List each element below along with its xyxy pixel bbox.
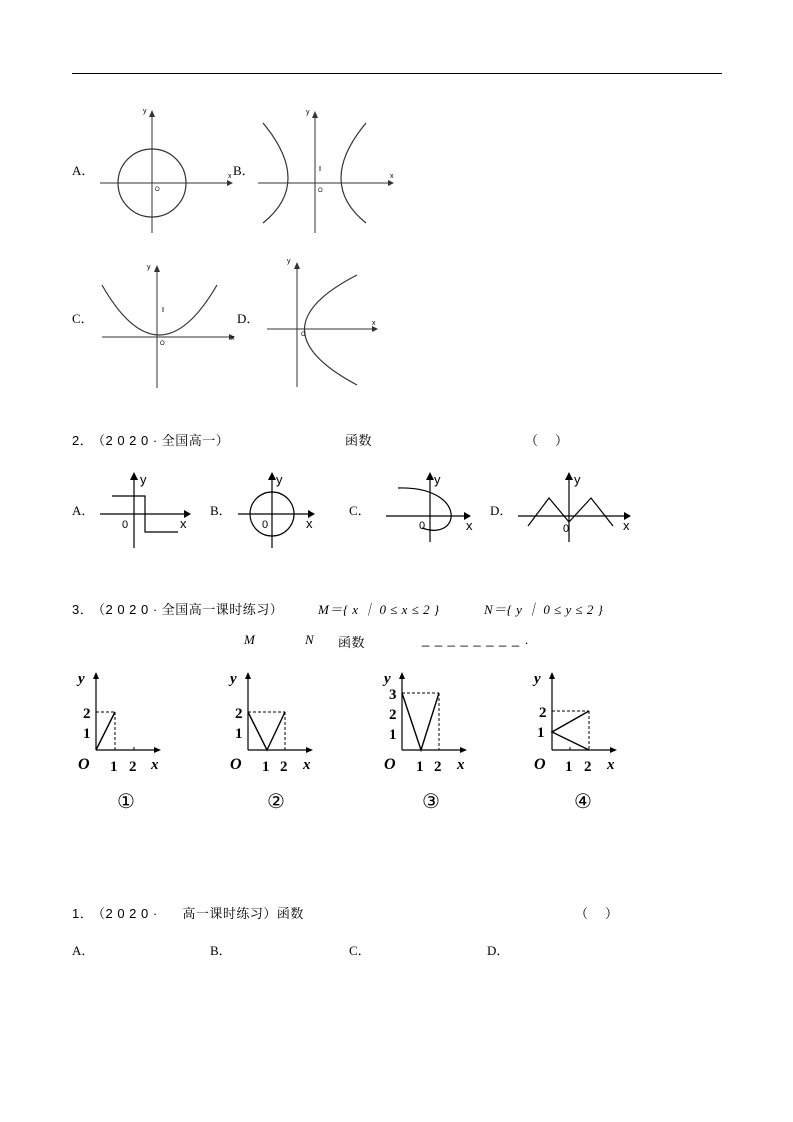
graph-parabola-up	[97, 260, 239, 392]
svg-text:y: y	[434, 472, 441, 487]
svg-text:y: y	[140, 472, 147, 487]
svg-text:y: y	[574, 472, 581, 487]
svg-text:1: 1	[537, 725, 545, 741]
svg-text:O: O	[78, 756, 90, 773]
q3-number: 3．	[72, 602, 94, 617]
svg-text:1: 1	[416, 759, 424, 775]
q1b-option-d-label: D．	[487, 943, 510, 958]
graph-hyperbola	[258, 108, 396, 238]
svg-text:O: O	[384, 756, 396, 773]
q2-graph-circle	[236, 468, 322, 550]
svg-text:x: x	[607, 757, 615, 773]
svg-text:O: O	[318, 188, 323, 194]
graph-circle	[95, 105, 235, 235]
option-c-label: C．	[72, 311, 94, 326]
q2-source: （2 0 2 0 · 全国高一）	[92, 433, 230, 448]
q2-keyword: 函数	[345, 433, 373, 448]
svg-text:2: 2	[434, 759, 442, 775]
q3-answer-blank: _ _ _ _ _ _ _ _ .	[422, 632, 530, 647]
q3-graph-3	[380, 665, 476, 775]
option-d-label: D．	[237, 311, 260, 326]
q1b-option-a-label: A．	[72, 943, 95, 958]
q3-source: （2 0 2 0 · 全国高一课时练习）	[92, 602, 284, 617]
svg-text:x: x	[303, 757, 311, 773]
svg-text:y: y	[287, 258, 291, 265]
q3-graph-1-label: ①	[117, 789, 135, 813]
svg-text:0: 0	[122, 519, 129, 531]
svg-text:0: 0	[419, 520, 426, 532]
svg-text:x: x	[372, 320, 376, 327]
q1b-number: 1．	[72, 906, 94, 921]
q3-graph-1	[74, 665, 170, 775]
q3-set-n: N＝{ y ｜ 0 ≤ y ≤ 2 }	[484, 602, 604, 617]
svg-text:O: O	[534, 756, 546, 773]
option-a-label: A．	[72, 163, 95, 178]
q2-option-a-label: A．	[72, 503, 95, 518]
svg-text:y: y	[306, 109, 310, 116]
svg-text:1: 1	[389, 727, 397, 743]
graph-parabola-right	[262, 255, 382, 390]
svg-text:x: x	[151, 757, 159, 773]
q2-option-d-label: D．	[490, 503, 513, 518]
svg-text:2: 2	[83, 706, 91, 722]
q1b-answer-bracket: （ ）	[575, 906, 619, 921]
svg-text:1: 1	[235, 726, 243, 742]
svg-text:x: x	[390, 173, 394, 180]
q3-graph-2-label: ②	[267, 789, 285, 813]
option-b-label: B．	[233, 163, 255, 178]
svg-text:O: O	[155, 187, 160, 193]
svg-text:y: y	[384, 671, 391, 687]
svg-text:y: y	[534, 671, 541, 687]
svg-text:O: O	[230, 756, 242, 773]
svg-text:y: y	[276, 472, 283, 487]
q2-option-c-label: C．	[349, 503, 371, 518]
q3-graph-4-label: ④	[574, 789, 592, 813]
svg-text:y: y	[78, 671, 85, 687]
header-rule	[72, 73, 722, 74]
svg-text:1: 1	[262, 759, 270, 775]
q1b-option-b-label: B．	[210, 943, 232, 958]
q2-graph-zigzag	[516, 468, 638, 550]
svg-text:x: x	[457, 757, 465, 773]
q2-graph-sideways-parabola	[382, 468, 482, 550]
q1b-source: （2 0 2 0 · 高一课时练习）函数	[92, 906, 304, 921]
svg-text:1: 1	[110, 759, 118, 775]
svg-text:3: 3	[389, 687, 397, 703]
q3-n: N	[305, 632, 315, 647]
svg-text:x: x	[228, 173, 232, 180]
svg-text:O: O	[301, 332, 306, 338]
q3-graph-2	[226, 665, 322, 775]
q3-graph-4	[530, 665, 626, 775]
q2-option-b-label: B．	[210, 503, 232, 518]
svg-text:1: 1	[565, 759, 573, 775]
svg-text:x: x	[231, 335, 235, 342]
svg-text:x: x	[180, 516, 187, 531]
svg-text:O: O	[160, 341, 165, 347]
svg-text:0: 0	[262, 519, 269, 531]
q2-answer-bracket: （ ）	[525, 433, 569, 448]
q3-m: M	[244, 632, 256, 647]
q3-set-m: M＝{ x ｜ 0 ≤ x ≤ 2 }	[318, 602, 440, 617]
q3-graph-3-label: ③	[422, 789, 440, 813]
svg-text:x: x	[306, 516, 313, 531]
q1b-option-c-label: C．	[349, 943, 371, 958]
svg-text:2: 2	[539, 705, 547, 721]
svg-text:2: 2	[129, 759, 137, 775]
svg-text:1: 1	[83, 726, 91, 742]
svg-text:y: y	[147, 264, 151, 271]
svg-text:2: 2	[389, 707, 397, 723]
svg-text:y: y	[230, 671, 237, 687]
svg-text:2: 2	[584, 759, 592, 775]
svg-text:2: 2	[235, 706, 243, 722]
q2-graph-step	[98, 468, 196, 550]
svg-text:2: 2	[280, 759, 288, 775]
q2-number: 2．	[72, 433, 94, 448]
svg-text:0: 0	[563, 523, 570, 535]
q3-keyword: 函数	[338, 635, 366, 650]
svg-text:y: y	[143, 108, 147, 115]
svg-text:x: x	[623, 518, 630, 533]
svg-text:x: x	[466, 518, 473, 533]
